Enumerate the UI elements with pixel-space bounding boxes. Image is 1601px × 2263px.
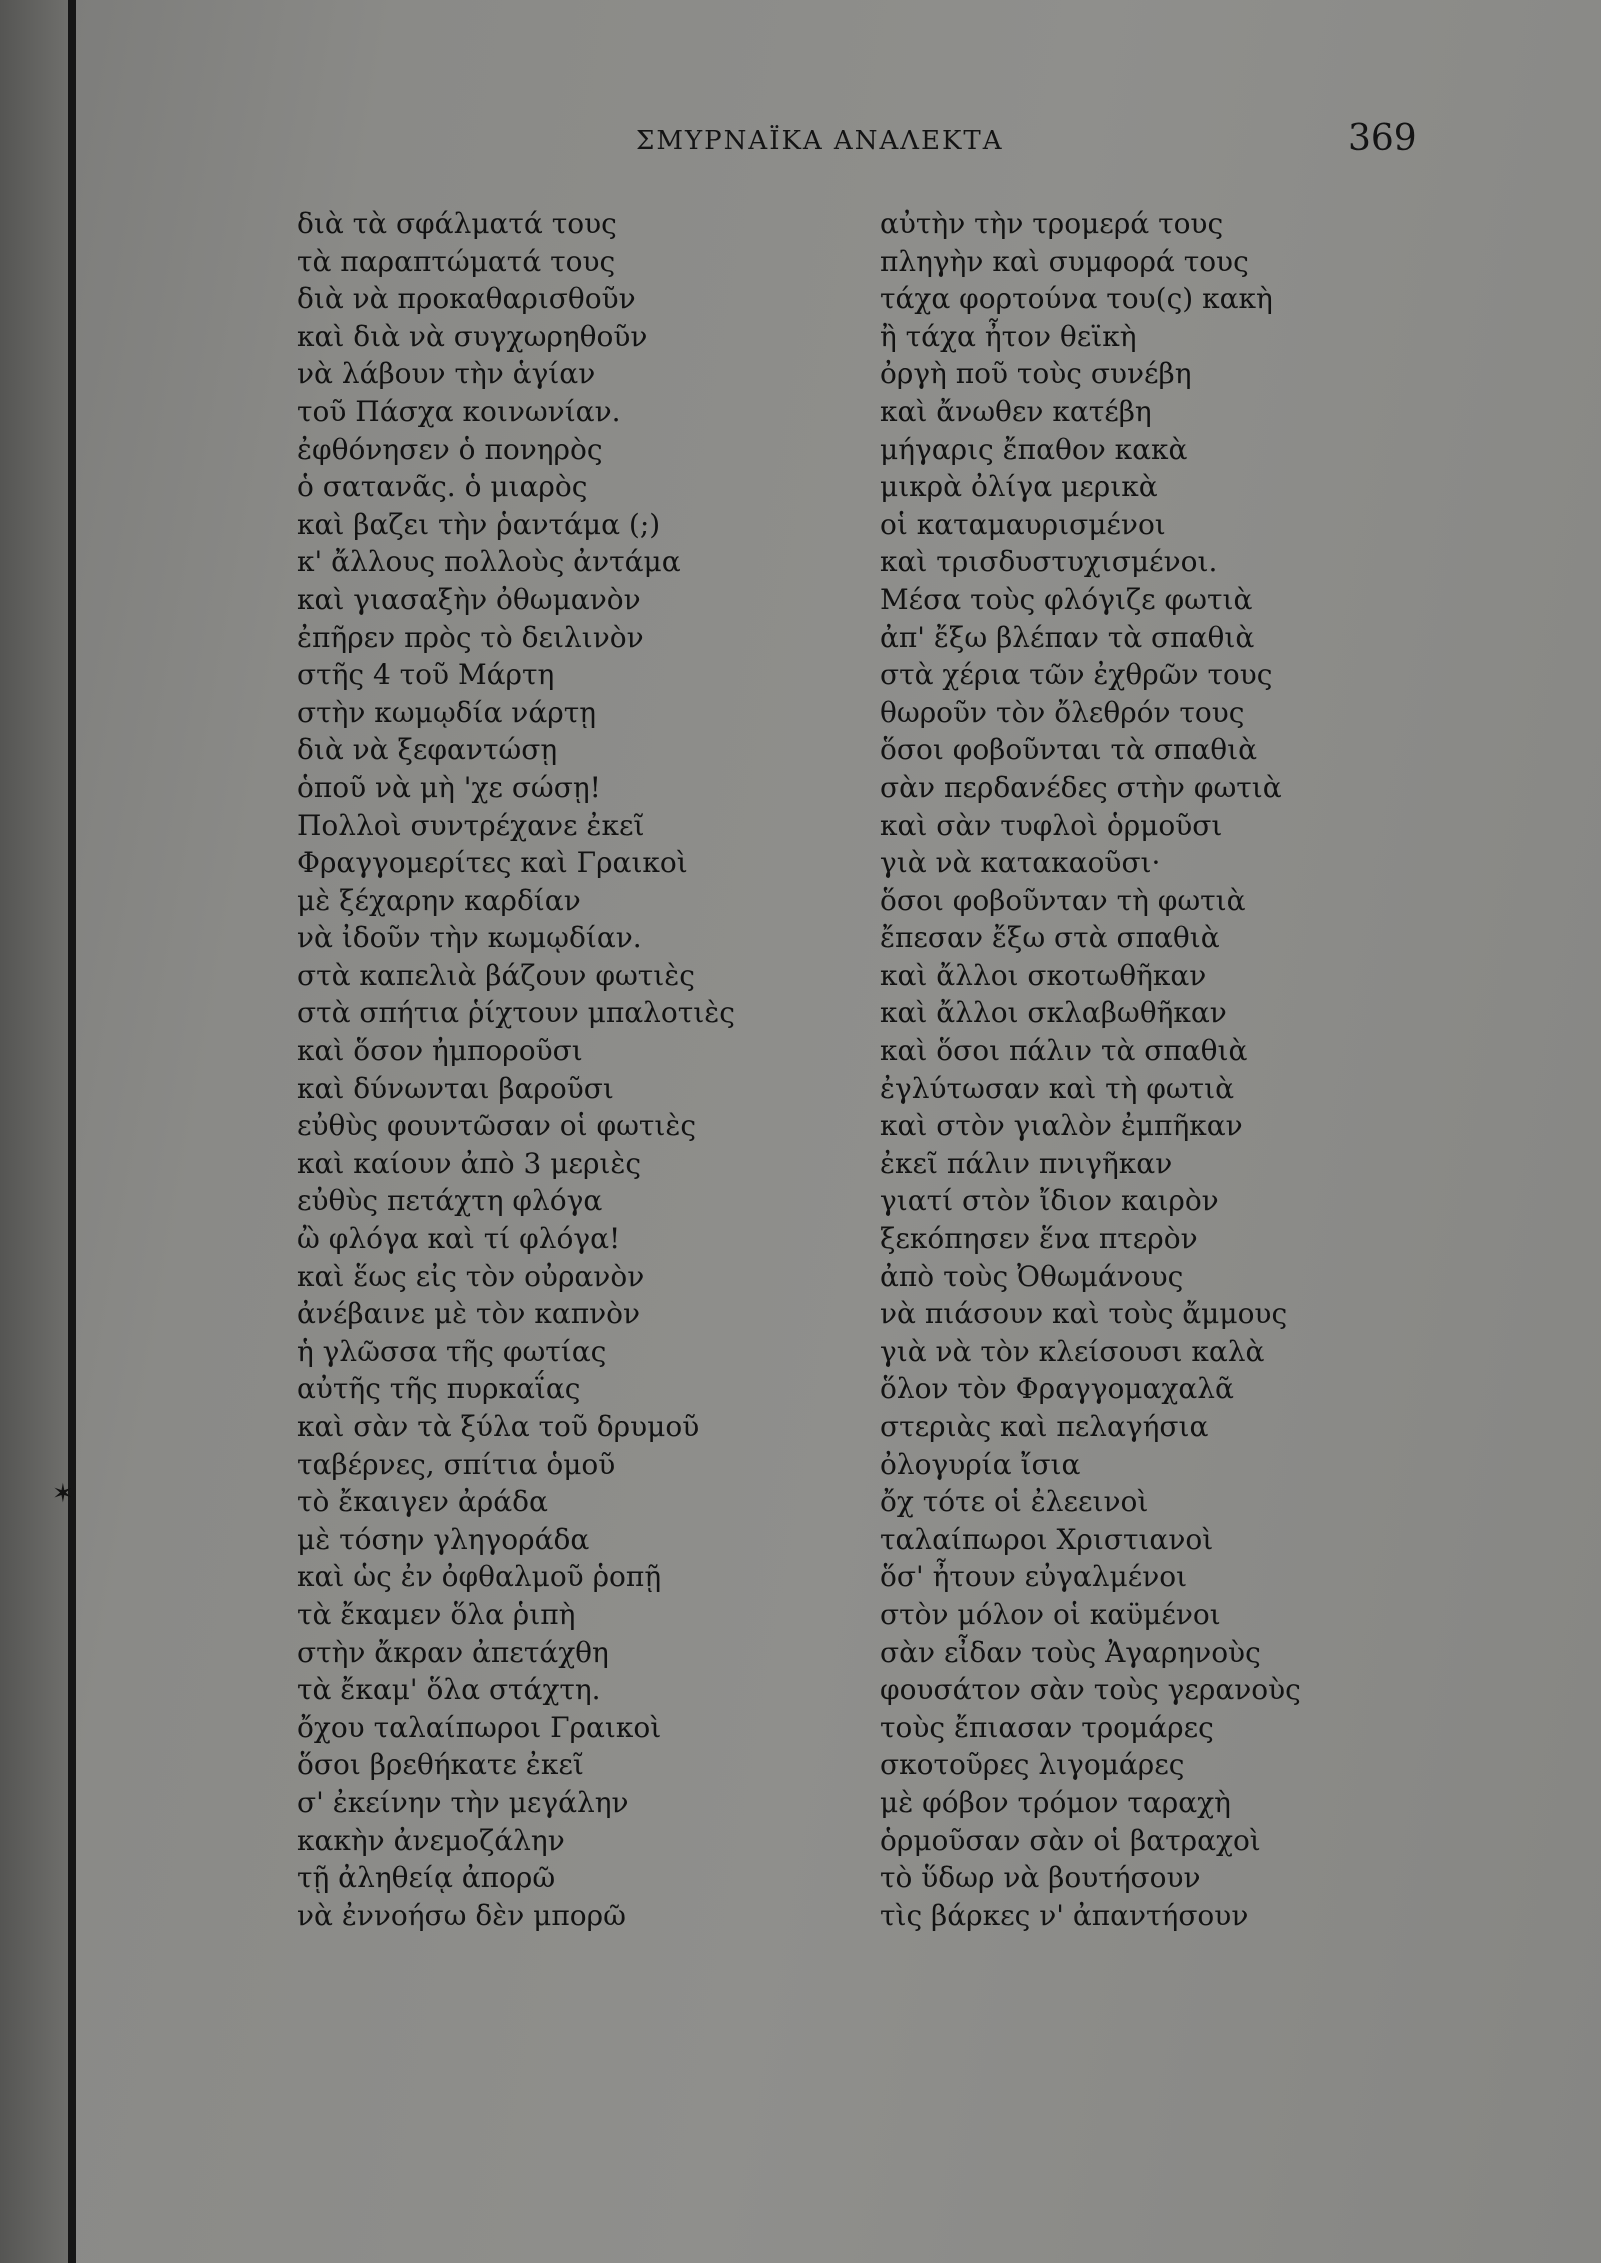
verse-line: στὰ σπήτια ῥίχτουν μπαλοτιὲς (297, 996, 735, 1030)
verse-line: καὶ ὡς ἐν ὀφθαλμοῦ ῥοπῇ (297, 1560, 662, 1594)
verse-line: πληγὴν καὶ συμφορά τους (880, 244, 1249, 278)
verse-line: ἡ γλῶσσα τῆς φωτίας (297, 1334, 607, 1368)
verse-line: ταλαίπωροι Χριστιανοὶ (880, 1522, 1214, 1556)
verse-line: ἀνέβαινε μὲ τὸν καπνὸν (297, 1297, 641, 1331)
verse-line: στεριὰς καὶ πελαγήσια (880, 1410, 1209, 1443)
verse-line: ὅσοι βρεθήκατε ἐκεῖ (297, 1748, 584, 1782)
verse-line: στὴν κωμῳδία νάρτῃ (297, 695, 596, 729)
verse-line: διὰ νὰ προκαθαρισθοῦν (297, 282, 636, 316)
verse-line: ἐφθόνησεν ὁ πονηρὸς (297, 432, 603, 466)
verse-line: νὰ ἐννοήσω δὲν μπορῶ (297, 1898, 626, 1932)
verse-line: τάχα φορτούνα του(ς) κακὴ (880, 282, 1273, 316)
verse-line: θωροῦν τὸν ὄλεθρόν τους (880, 695, 1245, 729)
verse-line: γιὰ νὰ τὸν κλείσουσι καλὰ (880, 1334, 1265, 1368)
verse-line: τὰ ἔκαμεν ὅλα ῥιπὴ (297, 1597, 576, 1631)
poem-column-right (880, 205, 1301, 1934)
verse-line: καὶ γιασαξὴν ὀθωμανὸν (297, 582, 641, 616)
verse-line: σ' ἐκείνην τὴν μεγάλην (297, 1785, 629, 1819)
verse-line: ἢ τάχα ἦτον θεϊκὴ (880, 319, 1137, 353)
verse-line: διὰ νὰ ξεφαντώσῃ (297, 733, 558, 767)
verse-line: καὶ δύνωνται βαροῦσι (297, 1071, 614, 1105)
verse-line: φουσάτον σὰν τοὺς γερανοὺς (880, 1673, 1301, 1707)
verse-line: ξεκόπησεν ἕνα πτερὸν (880, 1222, 1198, 1256)
verse-line: εὐθὺς πετάχτη φλόγα (297, 1184, 603, 1218)
verse-line: οἱ καταμαυρισμένοι (880, 507, 1166, 541)
verse-line: καὶ ἄλλοι σκλαβωθῆκαν (880, 996, 1227, 1030)
verse-line: αὐτὴν τὴν τρομερά τους (880, 207, 1224, 240)
verse-line: τὸ ἔκαιγεν ἀράδα (297, 1485, 548, 1519)
verse-line: τὸ ὕδωρ νὰ βουτήσουν (880, 1861, 1201, 1895)
verse-line: τοῦ Πάσχα κοινωνίαν. (297, 394, 621, 428)
verse-line: ἐκεῖ πάλιν πνιγῆκαν (880, 1146, 1173, 1180)
verse-line: τῇ ἀληθείᾳ ἀπορῶ (297, 1861, 556, 1895)
verse-line: ταβέρνες, σπίτια ὁμοῦ (297, 1447, 616, 1481)
verse-line: ὄχου ταλαίπωροι Γραικοὶ (297, 1710, 662, 1744)
verse-line: καὶ στὸν γιαλὸν ἐμπῆκαν (880, 1109, 1243, 1143)
verse-line: ἐπῆρεν πρὸς τὸ δειλινὸν (297, 620, 644, 654)
verse-line: σὰν εἶδαν τοὺς Ἀγαρηνοὺς (880, 1635, 1261, 1669)
running-title: ΣΜΥΡΝΑΪΚΑ ΑΝΑΛΕΚΤΑ (636, 126, 1004, 156)
verse-line: καὶ διὰ νὰ συγχωρηθοῦν (297, 319, 648, 353)
verse-line: στὴν ἄκραν ἀπετάχθη (297, 1635, 609, 1669)
page-number: 369 (1348, 118, 1417, 159)
verse-line: ἔπεσαν ἔξω στὰ σπαθιὰ (880, 921, 1220, 955)
verse-line: στὰ καπελιὰ βάζουν φωτιὲς (297, 958, 695, 992)
verse-line: ἐγλύτωσαν καὶ τὴ φωτιὰ (880, 1071, 1235, 1105)
verse-line: μὲ φόβον τρόμον ταραχὴ (880, 1785, 1231, 1819)
verse-line: ὀργὴ ποῦ τοὺς συνέβη (880, 357, 1192, 391)
verse-line: Μέσα τοὺς φλόγιζε φωτιὰ (880, 582, 1253, 616)
verse-line: ὢ φλόγα καὶ τί φλόγα! (297, 1222, 621, 1256)
verse-line: καὶ ἄνωθεν κατέβη (880, 394, 1152, 428)
verse-line: στῆς 4 τοῦ Μάρτη (297, 658, 555, 692)
verse-line: διὰ τὰ σφάλματά τους (297, 207, 617, 240)
verse-line: σὰν περδανέδες στὴν φωτιὰ (880, 770, 1282, 804)
verse-line: μήγαρις ἔπαθον κακὰ (880, 432, 1188, 466)
verse-line: καὶ ἄλλοι σκοτωθῆκαν (880, 958, 1207, 992)
verse-line: καὶ ἕως εἰς τὸν οὐρανὸν (297, 1259, 645, 1293)
verse-line: γιατί στὸν ἴδιον καιρὸν (880, 1184, 1219, 1218)
verse-line: γιὰ νὰ κατακαοῦσι· (880, 846, 1161, 880)
verse-line: ὅσοι φοβοῦνταν τὴ φωτιὰ (880, 883, 1246, 917)
poem-column-left (297, 205, 735, 1934)
verse-line: σκοτοῦρες λιγομάρες (880, 1748, 1185, 1782)
verse-line: ὁρμοῦσαν σὰν οἱ βατραχοὶ (880, 1823, 1261, 1857)
verse-line: ὀλογυρία ἴσια (880, 1447, 1081, 1481)
verse-line: τοὺς ἔπιασαν τρομάρες (880, 1710, 1214, 1744)
verse-line: μικρὰ ὀλίγα μερικὰ (880, 470, 1158, 504)
verse-line: εὐθὺς φουντῶσαν οἱ φωτιὲς (297, 1109, 697, 1143)
verse-line: ὅσοι φοβοῦνται τὰ σπαθιὰ (880, 733, 1258, 767)
verse-line: ὄχ τότε οἱ ἐλεεινοὶ (880, 1485, 1149, 1519)
verse-line: μὲ ξέχαρην καρδίαν (297, 883, 581, 917)
verse-line: Πολλοὶ συντρέχανε ἐκεῖ (297, 808, 645, 842)
verse-line: μὲ τόσην γληγοράδα (297, 1522, 590, 1556)
margin-mark-icon: ✶ (52, 1479, 74, 1509)
verse-line: τὰ παραπτώματά τους (297, 244, 616, 278)
verse-line: νὰ ἰδοῦν τὴν κωμῳδίαν. (297, 921, 642, 955)
verse-line: ὅσ' ἦτουν εὐγαλμένοι (880, 1560, 1188, 1594)
verse-line: κακὴν ἀνεμοζάλην (297, 1823, 565, 1857)
verse-line: στὰ χέρια τῶν ἐχθρῶν τους (880, 658, 1273, 692)
verse-line: ὁ σατανᾶς. ὁ μιαρὸς (297, 470, 588, 504)
verse-line: καὶ καίουν ἀπὸ 3 μεριὲς (297, 1146, 642, 1180)
verse-line: καὶ ὅσοι πάλιν τὰ σπαθιὰ (880, 1034, 1248, 1068)
verse-line: καὶ τρισδυστυχισμένοι. (880, 545, 1218, 579)
verse-line: τὶς βάρκες ν' ἀπαντήσουν (880, 1898, 1249, 1932)
verse-line: τὰ ἔκαμ' ὅλα στάχτη. (297, 1673, 601, 1707)
verse-line: νὰ πιάσουν καὶ τοὺς ἄμμους (880, 1297, 1288, 1331)
verse-line: ἀπὸ τοὺς Ὀθωμάνους (880, 1259, 1184, 1293)
verse-line: ὁποῦ νὰ μὴ 'χε σώσῃ! (297, 770, 601, 804)
binding-edge (68, 0, 76, 2263)
verse-line: κ' ἄλλους πολλοὺς ἀντάμα (297, 545, 681, 579)
verse-line: ὅλον τὸν Φραγγομαχαλᾶ (880, 1372, 1234, 1406)
verse-line: καὶ ὅσον ἠμποροῦσι (297, 1034, 583, 1068)
verse-line: καὶ σὰν τυφλοὶ ὁρμοῦσι (880, 808, 1223, 842)
verse-line: στὸν μόλον οἱ καϋμένοι (880, 1597, 1221, 1631)
page-gutter (0, 0, 68, 2263)
verse-line: καὶ σὰν τὰ ξύλα τοῦ δρυμοῦ (297, 1410, 700, 1443)
verse-line: Φραγγομερίτες καὶ Γραικοὶ (297, 846, 688, 880)
verse-line: αὐτῆς τῆς πυρκαΐας (297, 1372, 581, 1406)
verse-line: καὶ βαζει τὴν ῥαντάμα (;) (297, 507, 661, 541)
verse-line: ἀπ' ἔξω βλέπαν τὰ σπαθιὰ (880, 620, 1255, 654)
verse-line: νὰ λάβουν τὴν ἁγίαν (297, 357, 596, 391)
